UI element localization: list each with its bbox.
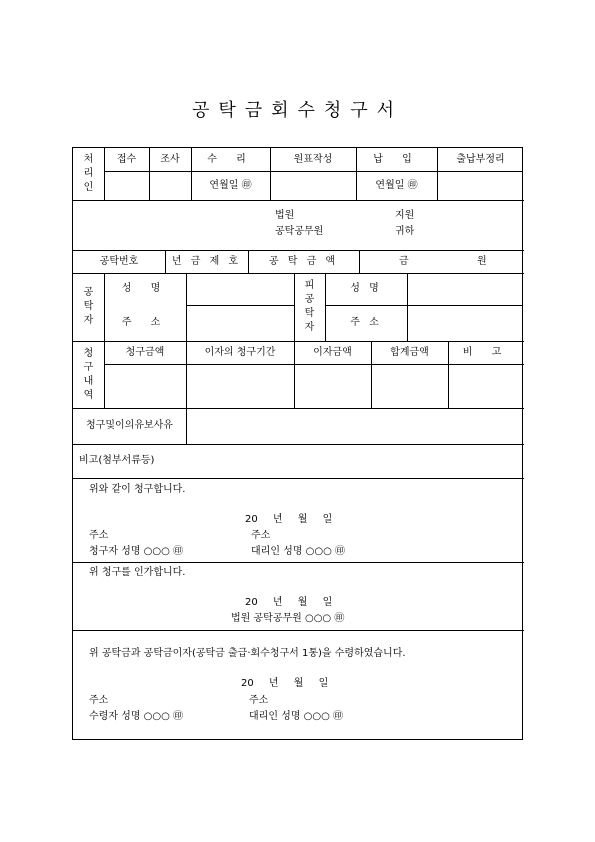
agent-address-label: 주소 <box>251 530 271 541</box>
receipt-date: 20 년 월 일 <box>241 678 329 689</box>
receiver-signature: 수령자 성명 ○○○ ㊞ <box>89 711 184 722</box>
divider <box>73 200 524 201</box>
processor-side-label: 처 리 인 <box>83 154 94 193</box>
claim-header-amount: 청구금액 <box>125 346 165 358</box>
divider <box>73 630 524 631</box>
seal-date-payment: 연월일 ㊞ <box>375 179 418 191</box>
claim-form <box>72 147 523 740</box>
deposit-currency: 원 <box>477 256 487 267</box>
header-inspection: 조사 <box>160 153 180 165</box>
claim-header-note: 비 고 <box>462 346 510 358</box>
deposit-amount-label: 공 탁 금 액 <box>268 255 339 267</box>
page-title: 공탁금회수청구서 <box>191 100 404 121</box>
receiver-address-label: 주소 <box>89 695 109 706</box>
claim-header-interest-amount: 이자금액 <box>313 346 352 358</box>
claim-date: 20 년 월 일 <box>245 514 333 525</box>
claimant-signature: 청구자 성명 ○○○ ㊞ <box>89 546 184 557</box>
receipt-statement: 위 공탁금과 공탁금이자(공탁금 출급·회수청구서 1통)을 수령하였습니다. <box>89 648 406 659</box>
approval-date: 20 년 월 일 <box>245 597 333 608</box>
depositor-address-label: 주 소 <box>121 317 169 328</box>
header-ledger-entry: 원표작성 <box>293 153 333 165</box>
divider <box>186 273 187 341</box>
depositee-address-label: 주 소 <box>350 317 382 328</box>
deposit-number-label: 공탁번호 <box>99 255 139 267</box>
claim-header-interest-period: 이자의 청구기간 <box>204 346 276 358</box>
depositee-name-label: 성 명 <box>350 283 382 294</box>
divider <box>104 171 523 172</box>
claim-header-total: 합계금액 <box>390 346 429 358</box>
seal-date-acceptance: 연월일 ㊞ <box>209 179 252 191</box>
claimant-address-label: 주소 <box>89 530 109 541</box>
divider <box>73 444 524 445</box>
agent-signature: 대리인 성명 ○○○ ㊞ <box>251 546 346 557</box>
depositee-side-label: 피 공 탁 자 <box>304 280 315 333</box>
header-acceptance: 수 리 <box>207 153 254 165</box>
divider <box>73 562 524 563</box>
branch-label: 지원 <box>395 210 415 221</box>
reason-label: 청구및이의유보사유 <box>86 420 173 431</box>
receipt-agent-signature: 대리인 성명 ○○○ ㊞ <box>249 711 344 722</box>
court-label: 법원 <box>275 210 295 221</box>
claim-statement: 위와 같이 청구합니다. <box>89 484 186 495</box>
header-payment: 납 입 <box>373 153 420 165</box>
approval-statement: 위 청구를 인가합니다. <box>89 567 186 578</box>
receipt-agent-address-label: 주소 <box>249 695 269 706</box>
deposit-amount-prefix: 금 <box>399 256 409 267</box>
divider <box>104 364 524 365</box>
officer-label: 공탁공무원 <box>275 226 324 237</box>
claim-side-label: 청 구 내 역 <box>83 347 94 401</box>
header-cashbook: 출납부정리 <box>456 153 505 165</box>
divider <box>407 273 408 341</box>
remarks-label: 비고(첨부서류등) <box>79 455 155 466</box>
deposit-year-label: 년 금 제 호 <box>171 255 242 267</box>
divider <box>73 478 524 479</box>
approval-officer-signature: 법원 공탁공무원 ○○○ ㊞ <box>231 613 345 624</box>
divider <box>186 305 294 306</box>
divider <box>359 250 360 273</box>
depositor-name-label: 성 명 <box>121 283 169 294</box>
divider <box>186 408 187 444</box>
depositor-side-label: 공 탁 자 <box>83 287 94 326</box>
header-receipt: 접수 <box>116 153 137 165</box>
honorific-label: 귀하 <box>395 226 415 237</box>
